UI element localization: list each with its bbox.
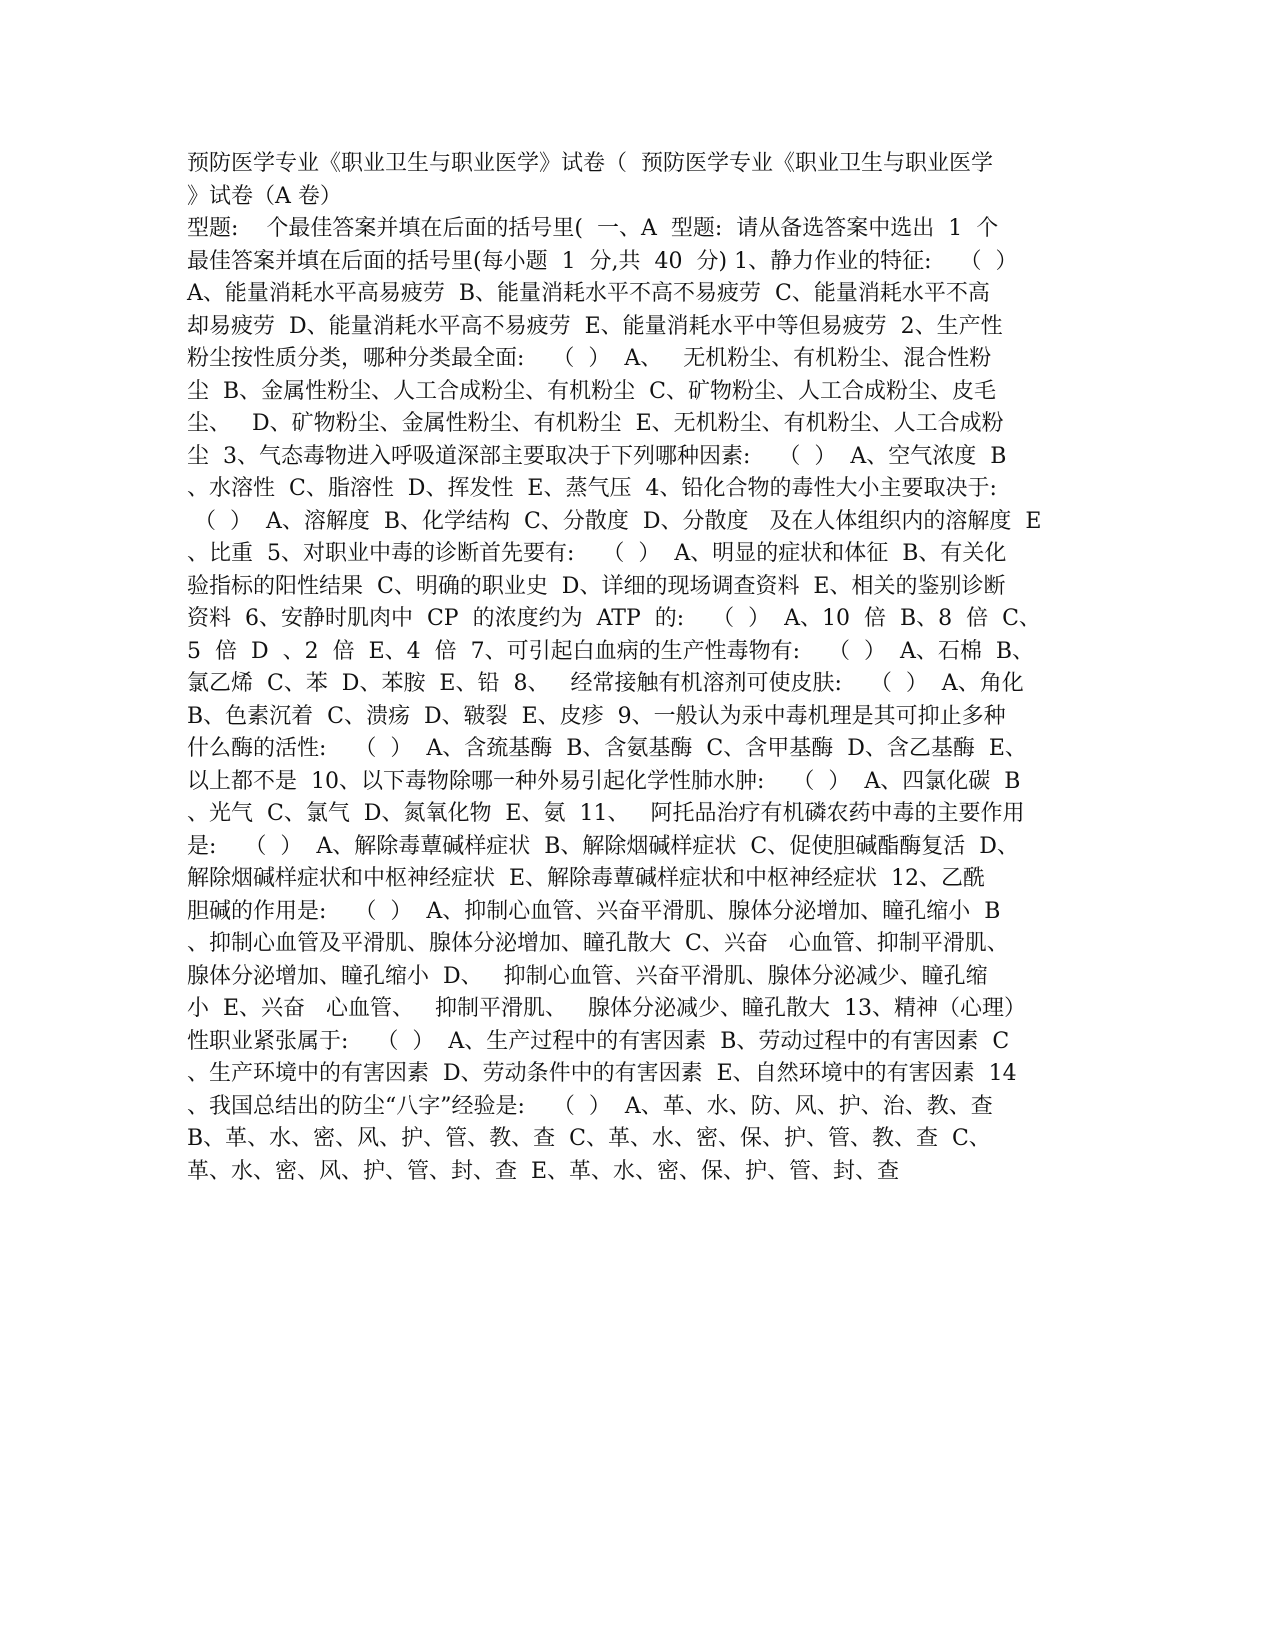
- text-line: 、水溶性 C、脂溶性 D、挥发性 E、蒸气压 4、铅化合物的毒性大小主要取决于:: [187, 476, 997, 501]
- text-line: 、生产环境中的有害因素 D、劳动条件中的有害因素 E、自然环境中的有害因素 14: [187, 1061, 1017, 1086]
- text-line: 革、水、密、风、护、管、封、查 E、革、水、密、保、护、管、封、查: [187, 1158, 900, 1184]
- text-line: 什么酶的活性: （ ） A、含巯基酶 B、含氨基酶 C、含甲基酶 D、含乙基酶 E、: [187, 736, 1027, 761]
- text-line: 、抑制心血管及平滑肌、腺体分泌增加、瞳孔散大 C、兴奋 心血管、抑制平滑肌、: [187, 931, 1009, 956]
- text-line: 、我国总结出的防尘“八字”经验是: （ ） A、革、水、防、风、护、治、教、查: [187, 1093, 993, 1119]
- text-line: 、光气 C、氯气 D、氮氧化物 E、氨 11、 阿托品治疗有机磷农药中毒的主要作用: [187, 801, 1025, 826]
- text-line: 胆碱的作用是: （ ） A、抑制心血管、兴奋平滑肌、腺体分泌增加、瞳孔缩小 B: [187, 898, 1001, 924]
- text-line: 资料 6、安静时肌肉中 CP 的浓度约为 ATP 的: （ ） A、10 倍 B、8 倍 C、: [187, 606, 1041, 631]
- text-line: B、革、水、密、风、护、管、教、查 C、革、水、密、保、护、管、教、查 C、: [187, 1126, 991, 1151]
- text-line: A、能量消耗水平高易疲劳 B、能量消耗水平不高不易疲劳 C、能量消耗水平不高: [187, 281, 990, 306]
- text-line: 最佳答案并填在后面的括号里(每小题 1 分,共 40 分) 1、静力作业的特征: （ ）: [187, 248, 1018, 274]
- text-line: 性职业紧张属于: （ ） A、生产过程中的有害因素 B、劳动过程中的有害因素 C: [187, 1028, 1010, 1054]
- exam-text-body: [187, 148, 1107, 1188]
- text-line: 尘、 D、矿物粉尘、金属性粉尘、有机粉尘 E、无机粉尘、有机粉尘、人工合成粉: [187, 411, 1004, 436]
- text-line: 、比重 5、对职业中毒的诊断首先要有: （ ） A、明显的症状和体征 B、有关化: [187, 541, 1007, 566]
- text-line: （ ） A、溶解度 B、化学结构 C、分散度 D、分散度 及在人体组织内的溶解度 E: [187, 508, 1042, 534]
- text-line: 是: （ ） A、解除毒蕈碱样症状 B、解除烟碱样症状 C、促使胆碱酯酶复活 D、: [187, 833, 1019, 859]
- text-line: 腺体分泌增加、瞳孔缩小 D、 抑制心血管、兴奋平滑肌、腺体分泌减少、瞳孔缩: [187, 963, 988, 989]
- text-line: 验指标的阳性结果 C、明确的职业史 D、详细的现场调查资料 E、相关的鉴别诊断: [187, 573, 1006, 599]
- text-line: 以上都不是 10、以下毒物除哪一种外易引起化学性肺水肿: （ ） A、四氯化碳 B: [187, 768, 1021, 794]
- text-line: 解除烟碱样症状和中枢神经症状 E、解除毒蕈碱样症状和中枢神经症状 12、乙酰: [187, 866, 986, 891]
- text-line: 》试卷（A 卷）: [187, 183, 342, 209]
- text-line: 却易疲劳 D、能量消耗水平高不易疲劳 E、能量消耗水平中等但易疲劳 2、生产性: [187, 313, 1003, 339]
- text-line: 尘 3、气态毒物进入呼吸道深部主要取决于下列哪种因素: （ ） A、空气浓度 B: [187, 443, 1007, 469]
- text-line: 小 E、兴奋 心血管、 抑制平滑肌、 腺体分泌减少、瞳孔散大 13、精神（心理）: [187, 996, 1026, 1021]
- text-line: B、色素沉着 C、溃疡 D、皲裂 E、皮疹 9、一般认为汞中毒机理是其可抑止多种: [187, 703, 1006, 729]
- text-line: 预防医学专业《职业卫生与职业医学》试卷（ 预防医学专业《职业卫生与职业医学: [187, 151, 993, 176]
- text-line: 氯乙烯 C、苯 D、苯胺 E、铅 8、 经常接触有机溶剂可使皮肤: （ ） A、角化: [187, 671, 1024, 696]
- text-line: 粉尘按性质分类，哪种分类最全面: （ ） A、 无机粉尘、有机粉尘、混合性粉: [187, 346, 992, 371]
- text-line: 尘 B、金属性粉尘、人工合成粉尘、有机粉尘 C、矿物粉尘、人工合成粉尘、皮毛: [187, 378, 996, 404]
- text-line: 5 倍 D 、2 倍 E、4 倍 7、可引起白血病的生产性毒物有: （ ） A、石棉 B、: [187, 638, 1034, 664]
- text-line: 型题: 个最佳答案并填在后面的括号里( 一、A 型题: 请从备选答案中选出 1 个: [187, 216, 999, 241]
